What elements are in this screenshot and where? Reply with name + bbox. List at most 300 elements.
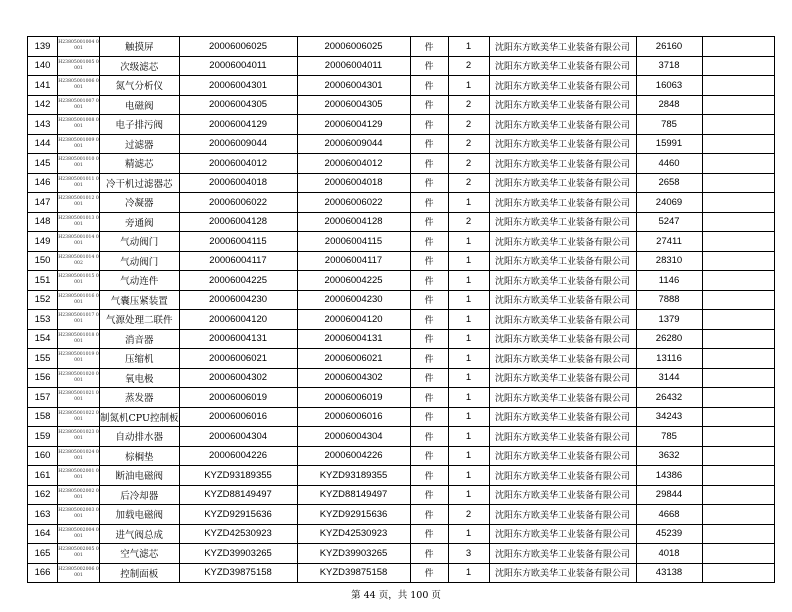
row-number: 158 [28, 407, 58, 427]
blank-cell [702, 115, 774, 135]
blank-cell [702, 544, 774, 564]
price: 14386 [636, 466, 702, 486]
blank-cell [702, 56, 774, 76]
model-number: 20006004120 [297, 310, 410, 330]
supplier: 沈阳东方欧美华工业装备有限公司 [489, 193, 636, 213]
supplier: 沈阳东方欧美华工业装备有限公司 [489, 76, 636, 96]
row-number: 139 [28, 37, 58, 57]
supplier: 沈阳东方欧美华工业装备有限公司 [489, 485, 636, 505]
item-name: 后冷却器 [100, 485, 180, 505]
item-name: 气源处理二联件 [100, 310, 180, 330]
price: 1146 [636, 271, 702, 291]
supplier: 沈阳东方欧美华工业装备有限公司 [489, 466, 636, 486]
model-number: 20006004301 [297, 76, 410, 96]
quantity: 1 [448, 427, 489, 447]
blank-cell [702, 37, 774, 57]
material-code: H23805001021 0001 [58, 388, 100, 408]
quantity: 1 [448, 37, 489, 57]
price: 4018 [636, 544, 702, 564]
supplier: 沈阳东方欧美华工业装备有限公司 [489, 37, 636, 57]
blank-cell [702, 154, 774, 174]
price: 27411 [636, 232, 702, 252]
unit: 件 [410, 193, 448, 213]
row-number: 152 [28, 290, 58, 310]
material-code: H23805001012 0001 [58, 193, 100, 213]
material-code: H23805001018 0001 [58, 329, 100, 349]
table-row [28, 524, 775, 544]
blank-cell [702, 466, 774, 486]
item-name: 气动连件 [100, 271, 180, 291]
table-row [28, 173, 775, 193]
item-name: 过滤器 [100, 134, 180, 154]
model-number: KYZD39875158 [297, 563, 410, 583]
part-number: 20006006021 [179, 349, 297, 369]
unit: 件 [410, 466, 448, 486]
table-row [28, 466, 775, 486]
item-name: 蒸发器 [100, 388, 180, 408]
price: 785 [636, 427, 702, 447]
model-number: 20006004117 [297, 251, 410, 271]
quantity: 1 [448, 232, 489, 252]
unit: 件 [410, 173, 448, 193]
blank-cell [702, 232, 774, 252]
item-name: 气动阀门 [100, 251, 180, 271]
material-code: H23805001022 0001 [58, 407, 100, 427]
item-name: 气囊压紧装置 [100, 290, 180, 310]
item-name: 断油电磁阀 [100, 466, 180, 486]
price: 5247 [636, 212, 702, 232]
table-row [28, 154, 775, 174]
material-code: H23805001015 0001 [58, 271, 100, 291]
unit: 件 [410, 37, 448, 57]
unit: 件 [410, 134, 448, 154]
part-number: 20006004011 [179, 56, 297, 76]
row-number: 151 [28, 271, 58, 291]
quantity: 2 [448, 173, 489, 193]
material-code: H23805002005 0001 [58, 544, 100, 564]
material-code: H23805001014 0001 [58, 232, 100, 252]
model-number: 20006004305 [297, 95, 410, 115]
model-number: 20006004018 [297, 173, 410, 193]
model-number: 20006004012 [297, 154, 410, 174]
blank-cell [702, 271, 774, 291]
supplier: 沈阳东方欧美华工业装备有限公司 [489, 134, 636, 154]
quantity: 1 [448, 446, 489, 466]
model-number: 20006006019 [297, 388, 410, 408]
part-number: KYZD93189355 [179, 466, 297, 486]
material-code: H23805002006 0001 [58, 563, 100, 583]
material-code: H23805001019 0001 [58, 349, 100, 369]
row-number: 161 [28, 466, 58, 486]
part-number: 20006004120 [179, 310, 297, 330]
table-body [28, 37, 775, 583]
row-number: 163 [28, 505, 58, 525]
quantity: 1 [448, 563, 489, 583]
price: 785 [636, 115, 702, 135]
table-row [28, 95, 775, 115]
quantity: 2 [448, 505, 489, 525]
model-number: 20006004230 [297, 290, 410, 310]
table-row [28, 368, 775, 388]
model-number: 20006004129 [297, 115, 410, 135]
price: 4460 [636, 154, 702, 174]
price: 4668 [636, 505, 702, 525]
supplier: 沈阳东方欧美华工业装备有限公司 [489, 505, 636, 525]
price: 2658 [636, 173, 702, 193]
blank-cell [702, 310, 774, 330]
unit: 件 [410, 563, 448, 583]
model-number: 20006006022 [297, 193, 410, 213]
model-number: KYZD39903265 [297, 544, 410, 564]
supplier: 沈阳东方欧美华工业装备有限公司 [489, 232, 636, 252]
unit: 件 [410, 427, 448, 447]
parts-table [27, 36, 775, 583]
supplier: 沈阳东方欧美华工业装备有限公司 [489, 524, 636, 544]
model-number: 20006004304 [297, 427, 410, 447]
unit: 件 [410, 232, 448, 252]
table-row [28, 329, 775, 349]
price: 1379 [636, 310, 702, 330]
supplier: 沈阳东方欧美华工业装备有限公司 [489, 563, 636, 583]
blank-cell [702, 212, 774, 232]
quantity: 2 [448, 95, 489, 115]
blank-cell [702, 76, 774, 96]
row-number: 162 [28, 485, 58, 505]
material-code: H23805001005 0001 [58, 56, 100, 76]
model-number: KYZD42530923 [297, 524, 410, 544]
material-code: H23805001013 0001 [58, 212, 100, 232]
row-number: 141 [28, 76, 58, 96]
row-number: 148 [28, 212, 58, 232]
blank-cell [702, 524, 774, 544]
blank-cell [702, 329, 774, 349]
material-code: H23805001010 0001 [58, 154, 100, 174]
supplier: 沈阳东方欧美华工业装备有限公司 [489, 95, 636, 115]
item-name: 消音器 [100, 329, 180, 349]
row-number: 147 [28, 193, 58, 213]
table-row [28, 37, 775, 57]
blank-cell [702, 563, 774, 583]
model-number: 20006006021 [297, 349, 410, 369]
quantity: 1 [448, 271, 489, 291]
price: 7888 [636, 290, 702, 310]
price: 15991 [636, 134, 702, 154]
table-row [28, 134, 775, 154]
part-number: 20006006022 [179, 193, 297, 213]
model-number: 20006006016 [297, 407, 410, 427]
material-code: H23805001017 0001 [58, 310, 100, 330]
item-name: 气动阀门 [100, 232, 180, 252]
unit: 件 [410, 290, 448, 310]
blank-cell [702, 349, 774, 369]
table-row [28, 446, 775, 466]
quantity: 2 [448, 56, 489, 76]
item-name: 压缩机 [100, 349, 180, 369]
row-number: 140 [28, 56, 58, 76]
quantity: 1 [448, 76, 489, 96]
table-row [28, 290, 775, 310]
price: 26280 [636, 329, 702, 349]
price: 2848 [636, 95, 702, 115]
item-name: 电磁阀 [100, 95, 180, 115]
model-number: 20006004226 [297, 446, 410, 466]
quantity: 2 [448, 134, 489, 154]
unit: 件 [410, 154, 448, 174]
blank-cell [702, 407, 774, 427]
unit: 件 [410, 76, 448, 96]
item-name: 电子排污阀 [100, 115, 180, 135]
row-number: 143 [28, 115, 58, 135]
blank-cell [702, 427, 774, 447]
part-number: 20006006019 [179, 388, 297, 408]
model-number: 20006009044 [297, 134, 410, 154]
model-number: 20006004131 [297, 329, 410, 349]
supplier: 沈阳东方欧美华工业装备有限公司 [489, 310, 636, 330]
price: 3718 [636, 56, 702, 76]
item-name: 控制面板 [100, 563, 180, 583]
blank-cell [702, 388, 774, 408]
part-number: 20006004131 [179, 329, 297, 349]
part-number: 20006004301 [179, 76, 297, 96]
supplier: 沈阳东方欧美华工业装备有限公司 [489, 271, 636, 291]
price: 26160 [636, 37, 702, 57]
part-number: 20006004115 [179, 232, 297, 252]
row-number: 144 [28, 134, 58, 154]
unit: 件 [410, 388, 448, 408]
quantity: 2 [448, 212, 489, 232]
price: 3632 [636, 446, 702, 466]
part-number: 20006006025 [179, 37, 297, 57]
material-code: H23805002002 0001 [58, 485, 100, 505]
item-name: 自动排水器 [100, 427, 180, 447]
blank-cell [702, 446, 774, 466]
material-code: H23805002004 0001 [58, 524, 100, 544]
item-name: 进气阀总成 [100, 524, 180, 544]
quantity: 1 [448, 407, 489, 427]
material-code: H23805001006 0001 [58, 76, 100, 96]
table-row [28, 271, 775, 291]
row-number: 164 [28, 524, 58, 544]
part-number: KYZD92915636 [179, 505, 297, 525]
item-name: 旁通阀 [100, 212, 180, 232]
price: 3144 [636, 368, 702, 388]
material-code: H23805001024 0001 [58, 446, 100, 466]
item-name: 精滤芯 [100, 154, 180, 174]
item-name: 氧电极 [100, 368, 180, 388]
item-name: 冷干机过滤器芯 [100, 173, 180, 193]
table-row [28, 56, 775, 76]
unit: 件 [410, 271, 448, 291]
part-number: 20006004018 [179, 173, 297, 193]
material-code: H23805001008 0001 [58, 115, 100, 135]
quantity: 2 [448, 115, 489, 135]
price: 26432 [636, 388, 702, 408]
part-number: KYZD39903265 [179, 544, 297, 564]
blank-cell [702, 173, 774, 193]
supplier: 沈阳东方欧美华工业装备有限公司 [489, 251, 636, 271]
unit: 件 [410, 251, 448, 271]
supplier: 沈阳东方欧美华工业装备有限公司 [489, 173, 636, 193]
supplier: 沈阳东方欧美华工业装备有限公司 [489, 407, 636, 427]
part-number: 20006006016 [179, 407, 297, 427]
unit: 件 [410, 349, 448, 369]
part-number: 20006004012 [179, 154, 297, 174]
item-name: 空气滤芯 [100, 544, 180, 564]
quantity: 3 [448, 544, 489, 564]
quantity: 1 [448, 329, 489, 349]
unit: 件 [410, 505, 448, 525]
material-code: H23805001011 0001 [58, 173, 100, 193]
material-code: H23805001007 0001 [58, 95, 100, 115]
blank-cell [702, 134, 774, 154]
item-name: 棕榈垫 [100, 446, 180, 466]
row-number: 146 [28, 173, 58, 193]
supplier: 沈阳东方欧美华工业装备有限公司 [489, 212, 636, 232]
part-number: KYZD88149497 [179, 485, 297, 505]
blank-cell [702, 193, 774, 213]
unit: 件 [410, 368, 448, 388]
quantity: 1 [448, 368, 489, 388]
item-name: 冷凝器 [100, 193, 180, 213]
row-number: 157 [28, 388, 58, 408]
unit: 件 [410, 407, 448, 427]
row-number: 150 [28, 251, 58, 271]
supplier: 沈阳东方欧美华工业装备有限公司 [489, 329, 636, 349]
part-number: 20006004226 [179, 446, 297, 466]
unit: 件 [410, 446, 448, 466]
price: 45239 [636, 524, 702, 544]
model-number: 20006004128 [297, 212, 410, 232]
model-number: 20006004225 [297, 271, 410, 291]
price: 28310 [636, 251, 702, 271]
table-row [28, 349, 775, 369]
row-number: 166 [28, 563, 58, 583]
quantity: 1 [448, 485, 489, 505]
blank-cell [702, 290, 774, 310]
quantity: 1 [448, 290, 489, 310]
row-number: 156 [28, 368, 58, 388]
table-row [28, 427, 775, 447]
model-number: KYZD92915636 [297, 505, 410, 525]
unit: 件 [410, 95, 448, 115]
table-row [28, 407, 775, 427]
part-number: 20006004117 [179, 251, 297, 271]
model-number: 20006004302 [297, 368, 410, 388]
blank-cell [702, 368, 774, 388]
table-row [28, 388, 775, 408]
table-row [28, 544, 775, 564]
table-row [28, 232, 775, 252]
price: 24069 [636, 193, 702, 213]
supplier: 沈阳东方欧美华工业装备有限公司 [489, 368, 636, 388]
part-number: 20006009044 [179, 134, 297, 154]
material-code: H23805001016 0001 [58, 290, 100, 310]
row-number: 153 [28, 310, 58, 330]
price: 34243 [636, 407, 702, 427]
price: 16063 [636, 76, 702, 96]
table-row [28, 505, 775, 525]
supplier: 沈阳东方欧美华工业装备有限公司 [489, 154, 636, 174]
blank-cell [702, 251, 774, 271]
part-number: 20006004128 [179, 212, 297, 232]
part-number: 20006004302 [179, 368, 297, 388]
page-footer: 第 44 页，共 100 页 [351, 590, 441, 601]
material-code: H23805002001 0001 [58, 466, 100, 486]
material-code: H23805001023 0001 [58, 427, 100, 447]
unit: 件 [410, 56, 448, 76]
model-number: 20006004011 [297, 56, 410, 76]
row-number: 149 [28, 232, 58, 252]
table-row [28, 563, 775, 583]
material-code: H23805002003 0001 [58, 505, 100, 525]
unit: 件 [410, 310, 448, 330]
quantity: 1 [448, 466, 489, 486]
part-number: 20006004225 [179, 271, 297, 291]
row-number: 154 [28, 329, 58, 349]
quantity: 2 [448, 154, 489, 174]
item-name: 氮气分析仪 [100, 76, 180, 96]
unit: 件 [410, 115, 448, 135]
item-name: 次级滤芯 [100, 56, 180, 76]
row-number: 155 [28, 349, 58, 369]
quantity: 1 [448, 193, 489, 213]
row-number: 142 [28, 95, 58, 115]
quantity: 1 [448, 388, 489, 408]
unit: 件 [410, 212, 448, 232]
quantity: 1 [448, 310, 489, 330]
part-number: 20006004305 [179, 95, 297, 115]
quantity: 1 [448, 524, 489, 544]
price: 29844 [636, 485, 702, 505]
model-number: 20006004115 [297, 232, 410, 252]
blank-cell [702, 505, 774, 525]
supplier: 沈阳东方欧美华工业装备有限公司 [489, 388, 636, 408]
part-number: 20006004230 [179, 290, 297, 310]
table-row [28, 193, 775, 213]
material-code: H23805001020 0001 [58, 368, 100, 388]
model-number: KYZD88149497 [297, 485, 410, 505]
supplier: 沈阳东方欧美华工业装备有限公司 [489, 446, 636, 466]
material-code: H23805001004 0001 [58, 37, 100, 57]
supplier: 沈阳东方欧美华工业装备有限公司 [489, 290, 636, 310]
part-number: KYZD42530923 [179, 524, 297, 544]
item-name: 加载电磁阀 [100, 505, 180, 525]
row-number: 145 [28, 154, 58, 174]
model-number: 20006006025 [297, 37, 410, 57]
quantity: 1 [448, 251, 489, 271]
item-name: 制氮机CPU控制板 [100, 407, 180, 427]
material-code: H23805001009 0001 [58, 134, 100, 154]
unit: 件 [410, 524, 448, 544]
item-name: 触摸屏 [100, 37, 180, 57]
unit: 件 [410, 329, 448, 349]
part-number: 20006004304 [179, 427, 297, 447]
material-code: H23805001014 0002 [58, 251, 100, 271]
supplier: 沈阳东方欧美华工业装备有限公司 [489, 544, 636, 564]
model-number: KYZD93189355 [297, 466, 410, 486]
supplier: 沈阳东方欧美华工业装备有限公司 [489, 115, 636, 135]
blank-cell [702, 485, 774, 505]
table-row [28, 76, 775, 96]
supplier: 沈阳东方欧美华工业装备有限公司 [489, 56, 636, 76]
unit: 件 [410, 485, 448, 505]
table-row [28, 310, 775, 330]
price: 43138 [636, 563, 702, 583]
unit: 件 [410, 544, 448, 564]
row-number: 160 [28, 446, 58, 466]
table-row [28, 251, 775, 271]
price: 13116 [636, 349, 702, 369]
